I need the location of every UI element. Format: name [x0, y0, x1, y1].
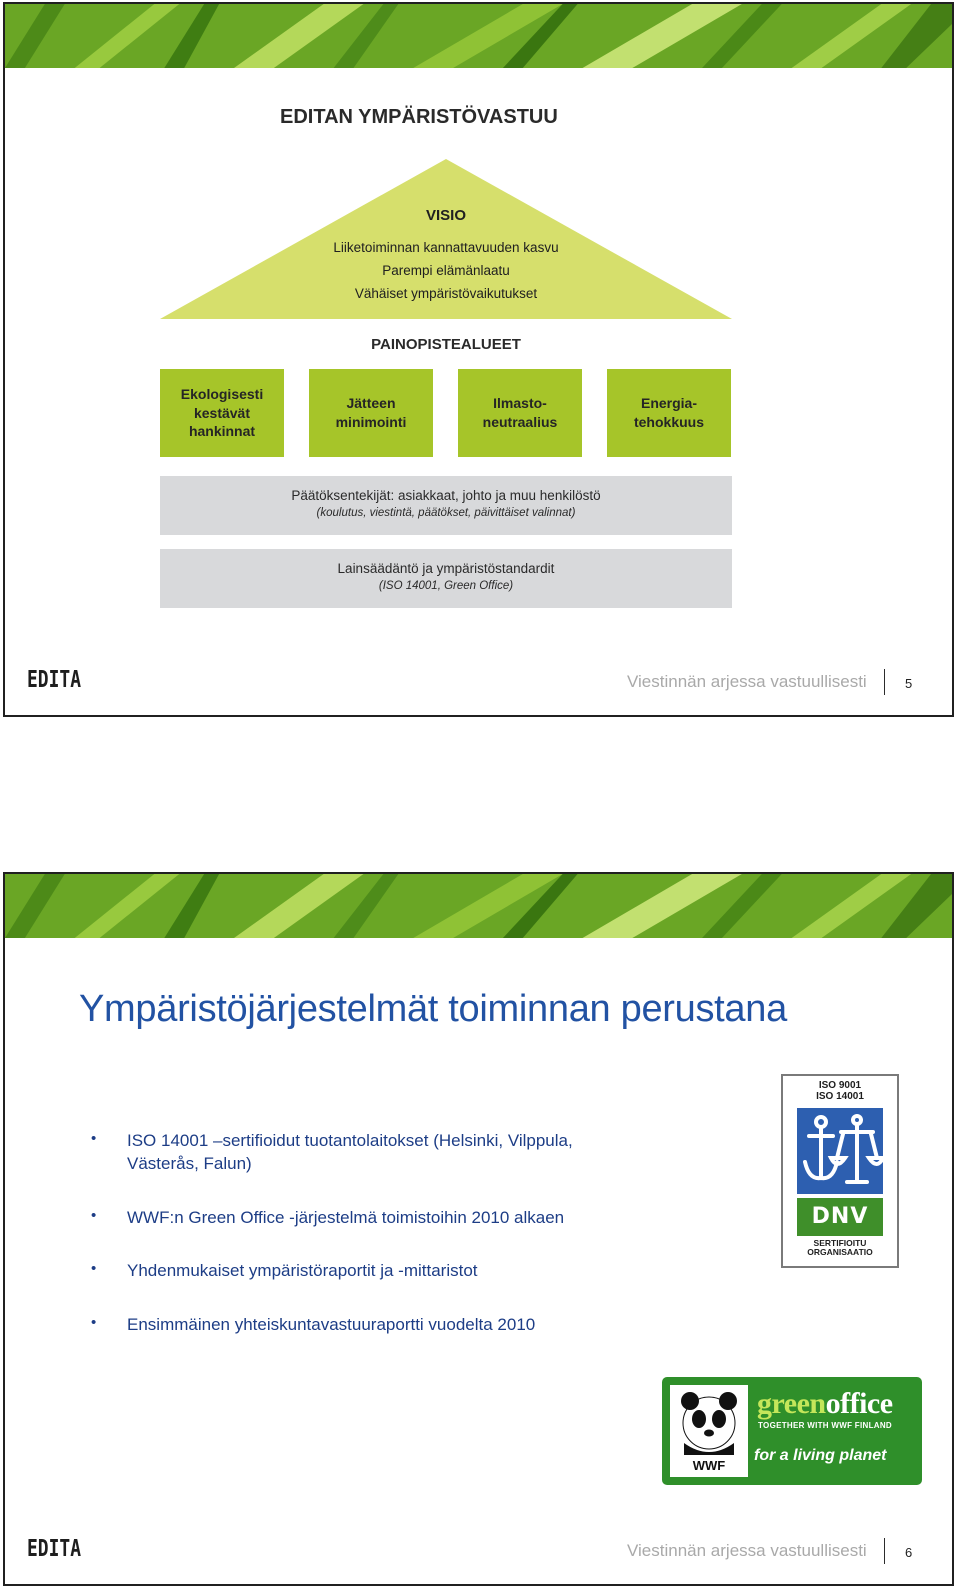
iso-certification-badge	[781, 1074, 899, 1268]
vision-title: VISIO	[425, 207, 466, 224]
greenoffice-title-part: office	[825, 1387, 893, 1420]
focus-area-label: Energia-	[640, 395, 697, 412]
slide-title: EDITAN YMPÄRISTÖVASTUU	[280, 106, 558, 128]
bullet-text: Västerås, Falun)	[127, 1154, 252, 1174]
focus-area-label: Jätteen	[346, 395, 396, 412]
iso-label: ISO 14001	[816, 1091, 864, 1102]
dnv-text: DNV	[811, 1204, 869, 1229]
focus-area-label: neutraalius	[482, 414, 558, 430]
dnv-logo	[797, 1198, 883, 1236]
footer-divider	[884, 1538, 885, 1564]
focus-area-label: minimointi	[335, 414, 407, 430]
greenoffice-title	[757, 1387, 893, 1421]
slide-6	[3, 872, 954, 1586]
foundation-sub-text: (koulutus, viestintä, päätökset, päivittäiset valinnat)	[316, 507, 576, 519]
focus-areas-title: PAINOPISTEALUEET	[371, 336, 521, 353]
page-number: 6	[905, 1545, 913, 1560]
focus-area-label: Ekologisesti	[180, 385, 264, 402]
greenoffice-title-part: green	[757, 1387, 826, 1420]
foundation-box-stakeholders	[160, 476, 732, 535]
slide-title: Ympäristöjärjestelmät toiminnan perustana	[79, 988, 787, 1030]
focus-area-box	[607, 369, 731, 457]
bullet-text: WWF:n Green Office -järjestelmä toimistoihin 2010 alkaen	[127, 1207, 565, 1227]
focus-area-box	[309, 369, 433, 457]
bullet-item	[91, 1259, 741, 1282]
greenoffice-subtitle: TOGETHER WITH WWF FINLAND	[758, 1421, 892, 1430]
edita-logo: EDITA	[27, 1536, 82, 1562]
panda-icon	[670, 1385, 748, 1455]
bullet-text: Ensimmäinen yhteiskuntavastuuraportti vuodelta 2010	[127, 1314, 536, 1334]
vision-line: Vähäiset ympäristövaikutukset	[354, 286, 538, 301]
bullet-text: ISO 14001 –sertifioidut tuotantolaitokset (Helsinki, Vilppula,	[127, 1131, 573, 1150]
vision-line: Parempi elämänlaatu	[382, 263, 510, 278]
grass-banner	[5, 4, 952, 68]
footer-tagline: Viestinnän arjessa vastuullisesti	[627, 672, 867, 691]
green-office-badge	[662, 1377, 922, 1485]
wwf-label: WWF	[692, 1458, 726, 1473]
foundation-main-text: Lainsäädäntö ja ympäristöstandardit	[337, 561, 555, 576]
page-number: 5	[905, 676, 913, 691]
focus-area-label: tehokkuus	[633, 414, 704, 430]
edita-logo: EDITA	[27, 667, 82, 693]
vision-line: Liiketoiminnan kannattavuuden kasvu	[333, 240, 559, 255]
certified-label: ORGANISAATIO	[807, 1247, 873, 1258]
footer-tagline: Viestinnän arjessa vastuullisesti	[627, 1541, 867, 1560]
greenoffice-slogan: for a living planet	[754, 1447, 887, 1464]
wwf-panda-logo	[670, 1385, 748, 1477]
footer-divider	[884, 669, 885, 695]
bullet-item	[91, 1313, 741, 1336]
focus-area-label: hankinnat	[188, 423, 256, 440]
foundation-main-text: Päätöksentekijät: asiakkaat, johto ja muu henkilöstö	[291, 488, 601, 503]
bullet-text: Yhdenmukaiset ympäristöraportit ja -mittaristot	[127, 1261, 478, 1281]
bullet-item	[91, 1206, 741, 1229]
bullet-list	[91, 1129, 741, 1336]
focus-area-box	[160, 369, 284, 457]
iso-label: ISO 9001	[818, 1080, 862, 1091]
anchor-scales-icon	[797, 1108, 883, 1194]
certified-label: SERTIFIOITU	[813, 1238, 867, 1248]
foundation-box-legislation	[160, 549, 732, 608]
bullet-item	[91, 1129, 741, 1176]
foundation-sub-text: (ISO 14001, Green Office)	[378, 580, 514, 592]
slide-5	[3, 2, 954, 717]
focus-area-label: Ilmasto-	[493, 395, 547, 412]
grass-banner	[5, 874, 952, 938]
focus-area-label: kestävät	[193, 404, 251, 421]
focus-area-box	[458, 369, 582, 457]
